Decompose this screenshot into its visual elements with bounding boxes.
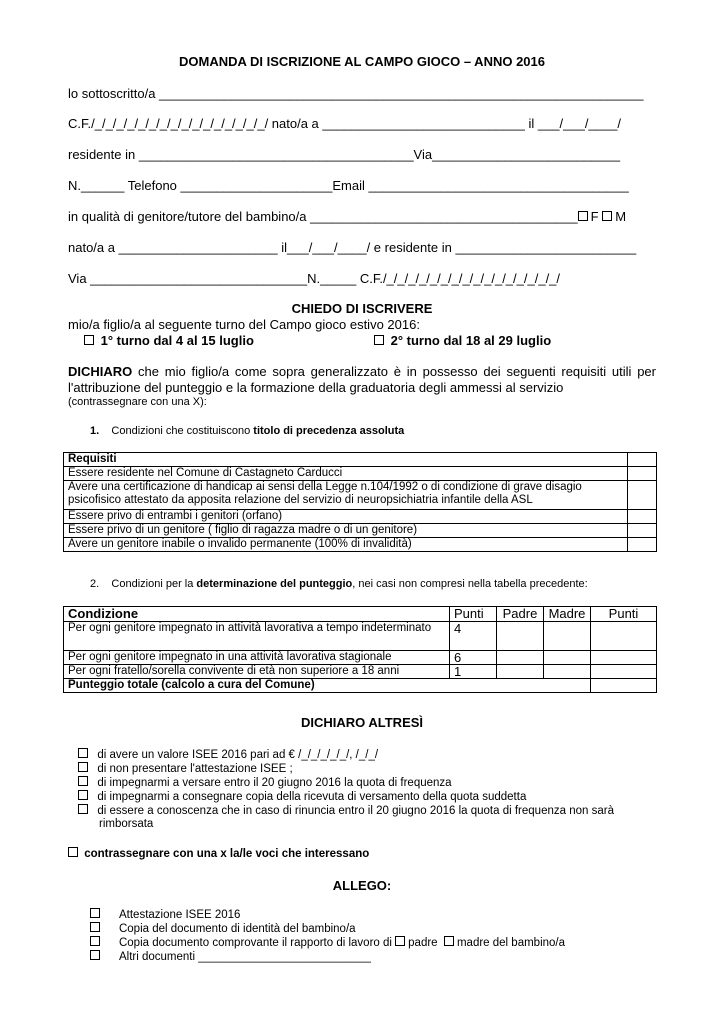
page-title: DOMANDA DI ISCRIZIONE AL CAMPO GIOCO – ANNO 2016 bbox=[179, 54, 545, 69]
requisito-cell: Essere residente nel Comune di Castagneto Carducci bbox=[64, 467, 628, 481]
checkbox[interactable] bbox=[78, 748, 88, 758]
madre-cell[interactable] bbox=[544, 651, 591, 665]
check-cell[interactable] bbox=[628, 481, 657, 510]
punti-cell: 1 bbox=[450, 665, 497, 679]
checkbox[interactable] bbox=[90, 936, 100, 946]
turno-2-label: 2° turno dal 18 al 29 luglio bbox=[390, 333, 552, 348]
totale-cell: Punteggio totale (calcolo a cura del Comune) bbox=[64, 679, 591, 693]
section-2-bold: determinazione del punteggio bbox=[196, 578, 353, 590]
section-2-post: , nei casi non compresi nella tabella precedente: bbox=[352, 578, 588, 590]
checkbox-f[interactable] bbox=[578, 211, 588, 221]
altresi-item-label: di impegnarmi a versare entro il 20 giugno 2016 la quota di frequenza bbox=[97, 777, 452, 789]
table-row bbox=[64, 665, 657, 679]
requisito-cell: Essere privo di un genitore ( figlio di ragazza madre o di un genitore) bbox=[64, 524, 628, 538]
label-f: F bbox=[590, 209, 599, 224]
padre-cell[interactable] bbox=[497, 665, 544, 679]
allego-item[interactable] bbox=[90, 936, 565, 949]
allego-item-label: Altri documenti ___________________________ bbox=[118, 951, 371, 963]
punti-input-cell[interactable] bbox=[591, 622, 657, 651]
table-header-row bbox=[64, 607, 657, 622]
altresi-item[interactable] bbox=[78, 804, 614, 817]
section-1-pre: Condizioni che costituiscono bbox=[111, 425, 254, 437]
header-padre: Padre bbox=[497, 607, 544, 622]
altresi-item[interactable] bbox=[78, 790, 526, 803]
altresi-heading: DICHIARO ALTRESÌ bbox=[300, 715, 424, 730]
dichiaro-text: che mio figlio/a come sopra generalizzato è in possesso dei seguenti requisiti utili per l'attribuzione del punteggio e la formazione della graduatoria degli ammessi al servizio bbox=[68, 364, 656, 395]
condizione-cell: Per ogni genitore impegnato in una attività lavorativa stagionale bbox=[64, 651, 450, 665]
allego-item[interactable] bbox=[90, 950, 371, 963]
checkbox[interactable] bbox=[90, 950, 100, 960]
header-madre: Madre bbox=[544, 607, 591, 622]
checkbox[interactable] bbox=[90, 908, 100, 918]
table-row bbox=[64, 510, 657, 524]
field-nato-residente[interactable]: nato/a a ______________________ il___/___/____/ e residente in _________________________ bbox=[68, 240, 637, 255]
table-row bbox=[64, 651, 657, 665]
section-2-heading bbox=[90, 578, 588, 590]
field-qualita[interactable] bbox=[68, 209, 626, 224]
altresi-item-label: di essere a conoscenza che in caso di rinuncia entro il 20 giugno 2016 la quota di frequenza non sarà bbox=[97, 805, 614, 817]
section-2-num: 2. bbox=[90, 578, 100, 590]
checkbox-turno-1[interactable] bbox=[84, 335, 94, 345]
allego-item[interactable] bbox=[90, 922, 356, 935]
table-row bbox=[64, 453, 657, 467]
condizione-cell: Per ogni genitore impegnato in attività lavorativa a tempo indeterminato bbox=[64, 622, 450, 651]
field-telefono-email[interactable]: N.______ Telefono _____________________Email ____________________________________ bbox=[68, 178, 629, 193]
section-1-bold: titolo di precedenza assoluta bbox=[253, 425, 405, 437]
madre-cell[interactable] bbox=[544, 665, 591, 679]
field-via-cf[interactable]: Via ______________________________N._____ C.F./_/_/_/_/_/_/_/_/_/_/_/_/_/_/_/_/ bbox=[68, 271, 561, 286]
field-cf-nato[interactable]: C.F./_/_/_/_/_/_/_/_/_/_/_/_/_/_/_/_/ nato/a a ____________________________ il ___/___/____/ bbox=[68, 116, 621, 131]
contrassegnare-note bbox=[68, 847, 369, 860]
padre-cell[interactable] bbox=[497, 651, 544, 665]
turno-1-label: 1° turno dal 4 al 15 luglio bbox=[100, 333, 254, 348]
field-qualita-text: in qualità di genitore/tutore del bambino/a _____________________________________ bbox=[68, 209, 578, 224]
dichiaro-note: (contrassegnare con una X): bbox=[68, 396, 207, 408]
check-cell[interactable] bbox=[628, 510, 657, 524]
section-1-num: 1. bbox=[90, 425, 100, 437]
table-row bbox=[64, 481, 657, 510]
totale-input-cell[interactable] bbox=[591, 679, 657, 693]
turno-1-option[interactable] bbox=[84, 333, 254, 348]
altresi-item[interactable] bbox=[78, 762, 293, 775]
requisito-cell: Avere una certificazione di handicap ai sensi della Legge n.104/1992 o di condizione di grave disagio psicofisico attestato da apposita relazione del servizio di neuropsichiatria infantile della ASL bbox=[64, 481, 628, 510]
header-punti: Punti bbox=[450, 607, 497, 622]
label-m: M bbox=[615, 209, 627, 224]
punti-input-cell[interactable] bbox=[591, 665, 657, 679]
checkbox[interactable] bbox=[78, 762, 88, 772]
requisito-cell: Avere un genitore inabile o invalido permanente (100% di invalidità) bbox=[64, 538, 628, 552]
checkbox-madre[interactable] bbox=[444, 936, 454, 946]
header-condizione: Condizione bbox=[64, 607, 450, 622]
allego-item[interactable] bbox=[90, 908, 240, 921]
table-row bbox=[64, 524, 657, 538]
punteggio-table bbox=[63, 606, 657, 693]
check-cell[interactable] bbox=[628, 538, 657, 552]
turno-2-option[interactable] bbox=[374, 333, 551, 348]
contrassegnare-text: contrassegnare con una x la/le voci che interessano bbox=[84, 848, 370, 860]
section-2-pre: Condizioni per la bbox=[111, 578, 197, 590]
check-cell[interactable] bbox=[628, 467, 657, 481]
checkbox[interactable] bbox=[78, 790, 88, 800]
chiedo-text: mio/a figlio/a al seguente turno del Campo gioco estivo 2016: bbox=[68, 317, 420, 332]
madre-cell[interactable] bbox=[544, 622, 591, 651]
table-header-requisiti: Requisiti bbox=[64, 453, 628, 467]
checkbox-icon bbox=[68, 847, 78, 857]
header-punti-2: Punti bbox=[591, 607, 657, 622]
dichiaro-paragraph bbox=[68, 364, 656, 396]
allego-item-label: Copia del documento di identità del bambino/a bbox=[118, 923, 356, 935]
field-sottoscritto[interactable]: lo sottoscritto/a ___________________________________________________________________ bbox=[68, 86, 644, 101]
altresi-item-label: di non presentare l'attestazione ISEE ; bbox=[97, 763, 293, 775]
altresi-item[interactable] bbox=[78, 776, 452, 789]
checkbox-m[interactable] bbox=[602, 211, 612, 221]
padre-cell[interactable] bbox=[497, 622, 544, 651]
requisito-cell: Essere privo di entrambi i genitori (orfano) bbox=[64, 510, 628, 524]
altresi-item[interactable] bbox=[78, 748, 378, 761]
altresi-item-continued: rimborsata bbox=[99, 818, 154, 830]
allego-item-label: Attestazione ISEE 2016 bbox=[118, 909, 241, 921]
table-row bbox=[64, 622, 657, 651]
altresi-item-label: di avere un valore ISEE 2016 pari ad € /_/_/_/_/_/, /_/_/ bbox=[97, 749, 379, 761]
section-1-heading bbox=[90, 425, 404, 437]
padre-label: padre bbox=[408, 937, 438, 949]
allego-item-label: Copia documento comprovante il rapporto di lavoro di bbox=[118, 937, 392, 949]
punti-cell: 4 bbox=[450, 622, 497, 651]
checkbox-turno-2[interactable] bbox=[374, 335, 384, 345]
condizione-cell: Per ogni fratello/sorella convivente di età non superiore a 18 anni bbox=[64, 665, 450, 679]
punti-input-cell[interactable] bbox=[591, 651, 657, 665]
checkbox[interactable] bbox=[78, 804, 88, 814]
requisiti-table bbox=[63, 452, 657, 552]
punti-cell: 6 bbox=[450, 651, 497, 665]
checkbox-padre[interactable] bbox=[395, 936, 405, 946]
allego-heading: ALLEGO: bbox=[332, 878, 392, 893]
checkbox[interactable] bbox=[90, 922, 100, 932]
check-cell[interactable] bbox=[628, 453, 657, 467]
check-cell[interactable] bbox=[628, 524, 657, 538]
table-row bbox=[64, 467, 657, 481]
table-row bbox=[64, 538, 657, 552]
checkbox[interactable] bbox=[78, 776, 88, 786]
chiedo-heading: CHIEDO DI ISCRIVERE bbox=[291, 301, 433, 316]
field-residente[interactable]: residente in ______________________________________Via__________________________ bbox=[68, 147, 621, 162]
table-row bbox=[64, 679, 657, 693]
dichiaro-bold: DICHIARO bbox=[68, 364, 133, 379]
madre-label: madre del bambino/a bbox=[456, 937, 566, 949]
altresi-item-label: di impegnarmi a consegnare copia della ricevuta di versamento della quota suddetta bbox=[97, 791, 527, 803]
